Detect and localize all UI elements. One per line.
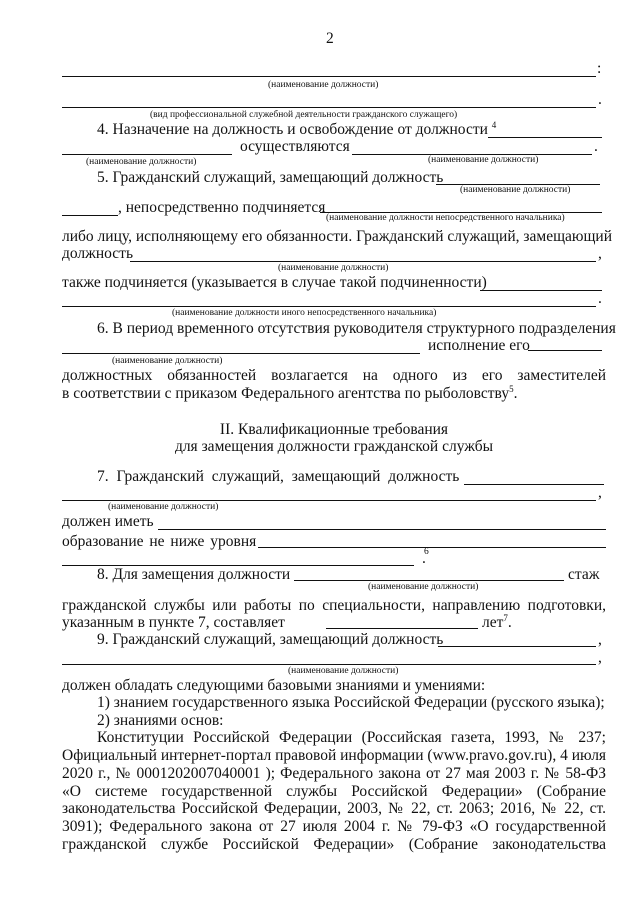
- period-mark: .: [598, 91, 602, 108]
- item7-blank-2: [62, 500, 596, 501]
- para-line: Конституции Российской Федерации (Российская газета, 1993, № 237;: [97, 729, 606, 746]
- item6-caption-position: (наименование должности): [112, 356, 223, 366]
- section-subtitle: для замещения должности гражданской службы: [174, 438, 494, 455]
- comma-mark: ,: [598, 484, 602, 501]
- item7-caption-position: (наименование должности): [108, 502, 219, 512]
- para-line: законодательства Российской Федерации, 2003, № 22, ст. 2063; 2016, № 22, ст.: [62, 800, 606, 817]
- item8-text: 8. Для замещения должности: [97, 566, 291, 583]
- period-mark: .: [422, 550, 426, 567]
- caption-activity: (вид профессиональной служебной деятельности гражданского служащего): [150, 110, 458, 120]
- item5-blank-4: [130, 261, 596, 262]
- item8-blank-1: [294, 580, 564, 581]
- item7-education: образование не ниже уровня: [62, 533, 257, 550]
- item9-k1: 1) знанием государственного языка Российской Федерации (русского языка);: [97, 694, 605, 711]
- item8-line2: гражданской службы или работы по специальности, направлению подготовки,: [62, 597, 606, 614]
- para-line: 3091); Федерального закона от 27 июля 2004 г. № 79-ФЗ «О государственной: [62, 818, 606, 835]
- period-mark: .: [594, 138, 598, 155]
- caption-position: (наименование должности): [268, 80, 379, 90]
- colon-mark: :: [597, 60, 602, 77]
- item8-blank-2: [326, 628, 478, 629]
- item5-blank-5: [480, 290, 602, 291]
- item8-line3: указанным в пункте 7, составляет: [62, 614, 285, 631]
- item5-position-word: должность: [62, 245, 134, 262]
- item6-line4: в соответствии с приказом Федерального агентства по рыболовству$^5$.: [62, 383, 518, 402]
- item7-blank-4: [258, 547, 606, 548]
- para-line: гражданской службе Российской Федерации» (Собрание законодательства: [62, 836, 606, 853]
- period-mark: .: [598, 290, 602, 307]
- item8-caption-position: (наименование должности): [368, 582, 479, 592]
- para-line: «О системе государственной службы Российской Федерации» (Собрание: [62, 783, 606, 800]
- item6-execution: исполнение его: [428, 337, 530, 354]
- position-blank-line: [62, 76, 596, 77]
- comma-mark: ,: [598, 631, 602, 648]
- item4-caption-left: (наименование должности): [86, 157, 197, 167]
- item5-blank-6: [62, 306, 596, 307]
- item9-caption-position: (наименование должности): [288, 666, 399, 676]
- item5-line3: либо лицу, исполняющему его обязанности. Гражданский служащий, замещающий: [62, 228, 612, 245]
- para-line: Официальный интернет-портал правовой информации (www.pravo.gov.ru), 4 июля: [62, 747, 607, 764]
- item5-caption-position: (наименование должности): [460, 185, 571, 195]
- item6-text: 6. В период временного отсутствия руководителя структурного подразделения: [97, 320, 616, 337]
- item4-caption-right: (наименование должности): [428, 155, 539, 165]
- comma-mark: ,: [598, 649, 602, 666]
- comma-mark: ,: [598, 245, 602, 262]
- item5-text: 5. Гражданский служащий, замещающий должность: [97, 169, 444, 186]
- item8-experience: стаж: [568, 566, 600, 583]
- item7-text: 7. Гражданский служащий, замещающий должность: [97, 468, 460, 485]
- item6-blank-2: [528, 350, 602, 351]
- item4-blank-1: [488, 137, 602, 138]
- activity-blank-line: [62, 107, 596, 108]
- item5-directly-subordinate: , непосредственно подчиняется: [118, 199, 326, 216]
- item7-must-have: должен иметь: [62, 513, 154, 530]
- item8-years: лет$^7$.: [482, 612, 512, 631]
- item7-blank-1: [464, 484, 604, 485]
- item9-blank-1: [438, 646, 596, 647]
- item7-blank-3: [158, 529, 606, 530]
- page-number: 2: [326, 30, 334, 47]
- item9-k2: 2) знаниями основ:: [97, 712, 224, 729]
- item7-footnote: 6: [424, 547, 429, 557]
- item5-caption-other-head: (наименование должности иного непосредственного начальника): [172, 308, 437, 318]
- item4-blank-2: [62, 154, 232, 155]
- item4-carried-out: осуществляются: [240, 138, 350, 155]
- item6-blank-1: [62, 353, 420, 354]
- item4-text: 4. Назначение на должность и освобождение от должности $^4$: [97, 119, 497, 138]
- item5-caption-direct-head: (наименование должности непосредственного начальника): [326, 213, 565, 223]
- item5-caption-position2: (наименование должности): [278, 263, 389, 273]
- item9-text: 9. Гражданский служащий, замещающий должность: [97, 631, 444, 648]
- item5-blank-2: [62, 215, 118, 216]
- item5-also-subordinate: также подчиняется (указывается в случае такой подчиненности): [62, 274, 487, 291]
- section-title: II. Квалификационные требования: [219, 421, 449, 438]
- item9-blank-2: [62, 664, 596, 665]
- item6-line3: должностных обязанностей возлагается на одного из его заместителей: [62, 367, 606, 384]
- para-line: 2020 г., № 0001202007040001 ); Федерального закона от 27 мая 2003 г. № 58-ФЗ: [62, 765, 606, 782]
- item9-knowledge: должен обладать следующими базовыми знаниями и умениями:: [62, 677, 486, 694]
